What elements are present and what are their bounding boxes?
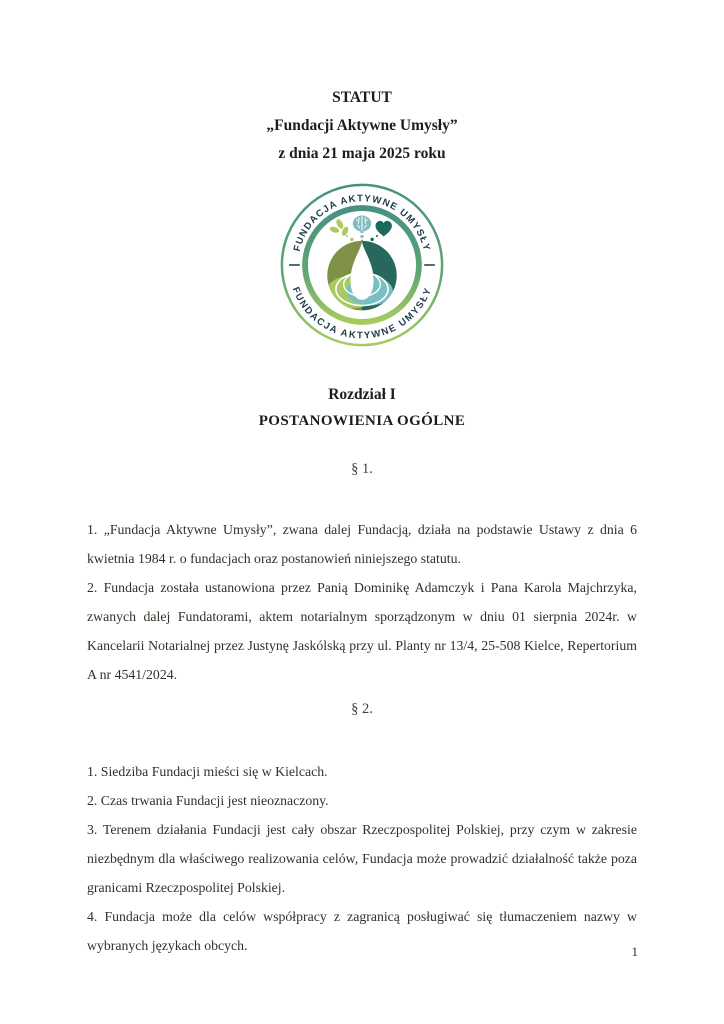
section-2-body	[87, 757, 637, 960]
statute-paragraph: 4. Fundacja może dla celów współpracy z zagranicą posługiwać się tłumaczeniem nazwy w wybranych językach obcych.	[87, 909, 637, 953]
chapter-title: Rozdział I	[328, 386, 396, 403]
statute-paragraph: 1. Siedziba Fundacji mieści się w Kielcach.	[87, 764, 328, 779]
section-2-label: § 2.	[351, 701, 373, 717]
statute-paragraph: 2. Fundacja została ustanowiona przez Panią Dominikę Adamczyk i Pana Karola Majchrzyka, zwanych dalej Fundatorami, aktem notarialnym sporządzonym w dniu 01 sierpnia 2024r. w Kancelarii Notarialnej przez Justynę Jaskólską przy ul. Planty nr 13/4, 25-508 Kielce, Repertorium A nr 4541/2024.	[87, 580, 637, 682]
logo-emblem	[326, 241, 396, 310]
chapter-heading	[87, 382, 637, 434]
chapter-subtitle: POSTANOWIENIA OGÓLNE	[258, 413, 466, 429]
logo-ring-text-bottom: FUNDACJA AKTYWNE UMYSŁY	[289, 285, 435, 342]
page-number: 1	[631, 944, 638, 959]
page-content	[87, 84, 637, 960]
foundation-logo	[279, 182, 445, 348]
statute-paragraph: 2. Czas trwania Fundacji jest nieoznaczony.	[87, 793, 329, 808]
statute-paragraph: 1. „Fundacja Aktywne Umysły”, zwana dalej Fundacją, działa na podstawie Ustawy z dnia 6 kwietnia 1984 r. o fundacjach oraz postanowień niniejszego statutu.	[87, 522, 637, 566]
leaf-icon	[329, 218, 350, 237]
heart-icon	[376, 221, 392, 237]
foundation-logo-svg	[279, 182, 445, 348]
foundation-name-title: „Fundacji Aktywne Umysły”	[266, 117, 458, 134]
logo-ring-text-top: FUNDACJA AKTYWNE UMYSŁY	[291, 193, 433, 253]
statute-paragraph: 3. Terenem działania Fundacji jest cały obszar Rzeczpospolitej Polskiej, przy czym w zakresie niezbędnym dla właściwego realizowania celów, Fundacja może prowadzić działalność także poza granicami Rzeczpospolitej Polskiej.	[87, 822, 637, 895]
section-1-body	[87, 515, 637, 689]
brain-icon	[353, 215, 371, 232]
document-date-title: z dnia 21 maja 2025 roku	[278, 145, 446, 162]
document-title: STATUT	[332, 89, 392, 106]
section-1-label: § 1.	[351, 461, 373, 477]
